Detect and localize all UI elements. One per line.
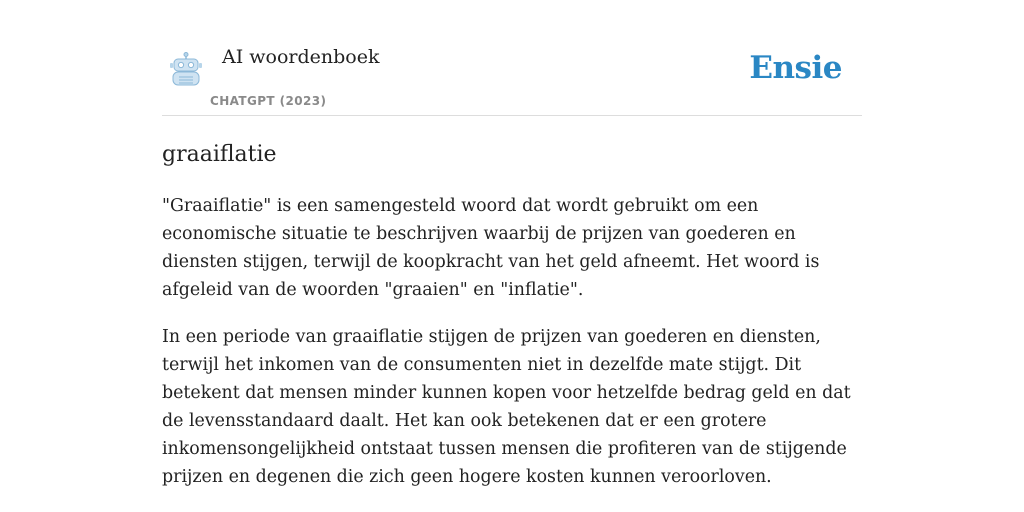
definition-paragraph: In een periode van graaiflatie stijgen de prijzen van goederen en diensten, terwijl het inkomen van de consumenten niet in dezelfde mate stijgt. Dit betekent dat mensen minder kunnen kopen voor hetzelfde bedrag geld en dat de levensstandaard daalt. Het kan ook betekenen dat er een grotere inkomensongelijkheid ontstaat tussen mensen die profiteren van de stijgende prijzen en degenen die zich geen hogere kosten kunnen veroorloven. xyxy=(162,327,851,487)
term-title: graaiflatie xyxy=(162,142,277,167)
entry-header xyxy=(162,40,862,116)
entry-card xyxy=(162,40,862,510)
source-title[interactable]: AI woordenboek xyxy=(222,46,380,68)
robot-icon xyxy=(166,52,206,88)
ensie-logo[interactable]: Ensie xyxy=(749,50,842,86)
definition-body xyxy=(162,192,862,491)
source-meta: CHATGPT (2023) xyxy=(210,94,327,108)
definition-paragraph: "Graaiflatie" is een samengesteld woord dat wordt gebruikt om een economische situatie te beschrijven waarbij de prijzen van goederen en diensten stijgen, terwijl de koopkracht van het geld afneemt. Het woord is afgeleid van de woorden "graaien" en "inflatie". xyxy=(162,196,820,300)
